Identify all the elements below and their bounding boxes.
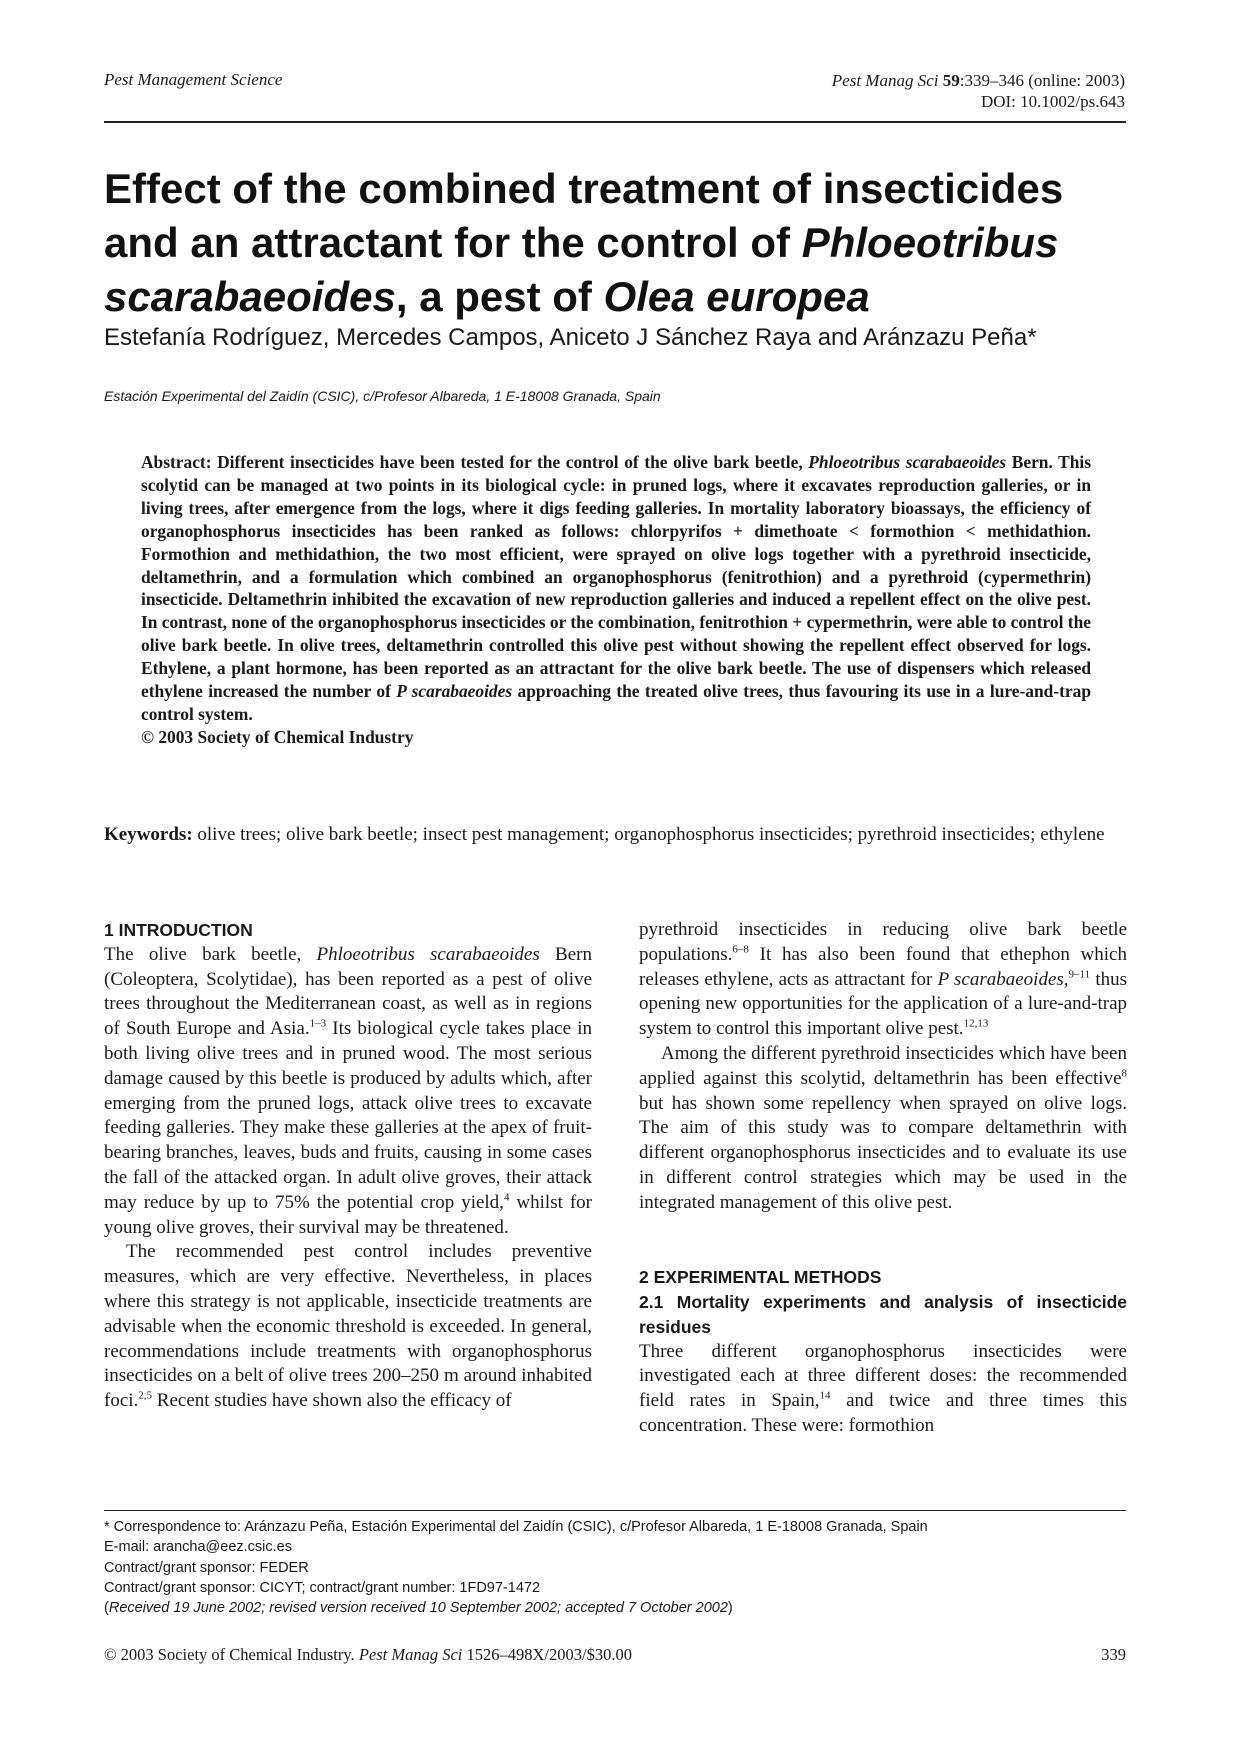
author-list: Estefanía Rodríguez, Mercedes Campos, Aniceto J Sánchez Raya and Aránzazu Peña* bbox=[104, 324, 1037, 351]
article-title: Effect of the combined treatment of insecticides and an attractant for the control of Phloeotribus scarabaeoides, a pest of Olea europea bbox=[104, 165, 1064, 320]
footnote-correspondence: * Correspondence to: Aránzazu Peña, Estación Experimental del Zaidín (CSIC), c/Profesor Albareda, 1 E-18008 Granada, Spain bbox=[104, 1519, 928, 1535]
doi[interactable]: DOI: 10.1002/ps.643 bbox=[980, 92, 1125, 111]
page-footer bbox=[104, 1645, 1126, 1665]
citation-ref[interactable]: 8 bbox=[1121, 1067, 1127, 1080]
paragraph: pyrethroid insecticides in reducing olive bark beetle populations.$^{6-8}$ It has also been found that ethephon which releases ethylene, acts as attractant for P scarabaeoides,$^{9-11}$ thus opening new opportunities for the application of a lure-and-trap system to control this important olive pest.$^{12,13}$ bbox=[639, 919, 1127, 1040]
running-header-journal: Pest Management Science bbox=[104, 70, 283, 89]
footnote-email[interactable]: E-mail: arancha@eez.csic.es bbox=[104, 1539, 292, 1556]
citation-ref[interactable]: 12,13 bbox=[963, 1017, 989, 1030]
running-header-citation bbox=[832, 70, 1125, 112]
abstract-copyright: © 2003 Society of Chemical Industry bbox=[141, 726, 414, 747]
footnote-rule bbox=[104, 1510, 1126, 1511]
citation-ref[interactable]: 2,5 bbox=[138, 1389, 153, 1402]
footnote-sponsor: Contract/grant sponsor: FEDER bbox=[104, 1559, 309, 1576]
section-heading-methods: 2 EXPERIMENTAL METHODS bbox=[639, 1267, 882, 1288]
citation-ref[interactable]: 4 bbox=[503, 1191, 510, 1204]
footer-copyright: © 2003 Society of Chemical Industry. Pest Manag Sci 1526–498X/2003/$30.00 bbox=[104, 1645, 632, 1664]
citation-ref[interactable]: 1–3 bbox=[309, 1017, 327, 1030]
body-column-left bbox=[104, 918, 592, 1414]
keywords-label: Keywords: bbox=[104, 824, 193, 845]
keywords: Keywords: olive trees; olive bark beetle; insect pest management; organophosphorus insecticides; pyrethroid insecticides; ethylene bbox=[104, 824, 1105, 845]
footnote-sponsor: Contract/grant sponsor: CICYT; contract/grant number: 1FD97-1472 bbox=[104, 1579, 541, 1596]
affiliation: Estación Experimental del Zaidín (CSIC), c/Profesor Albareda, 1 E-18008 Granada, Spain bbox=[104, 388, 661, 404]
body-column-right bbox=[639, 918, 1127, 1439]
subsection-heading: 2.1 Mortality experiments and analysis of insecticide residues bbox=[639, 1291, 1127, 1337]
paragraph: Three different organophosphorus insecticides were investigated each at three different doses: the recommended field rates in Spain,$^{14}$ and twice and three times this concentration. These were: formothion bbox=[639, 1340, 1127, 1436]
citation-ref[interactable]: 14 bbox=[819, 1389, 831, 1402]
abstract: Abstract: Different insecticides have been tested for the control of the olive bark beetle, Phloeotribus scarabaeoides Bern. This scolytid can be managed at two points in its biological cycle: in pruned logs, where it excavates reproduction galleries, or in living trees, after emergence from the logs, where it digs feeding galleries. In mortality laboratory bioassays, the efficiency of organophosphorus insecticides has been ranked as follows: chlorpyrifos + dimethoate < formothion < methidathion. Formothion and methidathion, the two most efficient, were sprayed on olive logs together with a pyrethroid insecticide, deltamethrin, and a formulation which combined an organophosphorus (fenitrothion) and a pyrethroid (cypermethrin) insecticide. Deltamethrin inhibited the excavation of new reproduction galleries and induced a repellent effect on the olive pest. In contrast, none of the organophosphorus insecticides or the combination, fenitrothion + cypermethrin, were able to control the olive bark beetle. In olive trees, deltamethrin controlled this olive pest without showing the repellent effect observed for logs. Ethylene, a plant hormone, has been reported as an attractant for the olive bark beetle. The use of dispensers which released ethylene increased the number of P scarabaeoides approaching the treated olive trees, thus favouring its use in a lure-and-trap control system. © 2003 Society of Chemical Industry bbox=[141, 452, 1091, 747]
paragraph: The olive bark beetle, Phloeotribus scarabaeoides Bern (Coleoptera, Scolytidae), has been reported as a pest of olive trees throughout the Mediterranean coast, as well as in regions of South Europe and Asia.$^{1-3}$ Its biological cycle takes place in both living olive trees and in pruned wood. The most serious damage caused by this beetle is produced by adults which, after emerging from the pruned logs, attack olive trees to excavate feeding galleries. They make these galleries at the apex of fruit-bearing branches, leaves, buds and fruits, causing in some cases the fall of the attacked organ. In adult olive groves, their attack may reduce by up to 75% the potential crop yield,$^4$ whilst for young olive groves, their survival may be threatened. bbox=[104, 943, 592, 1238]
footnote-received: (Received 19 June 2002; revised version received 10 September 2002; accepted 7 October 2002) bbox=[104, 1600, 733, 1617]
citation-pages: :339–346 (online: 2003) bbox=[959, 71, 1125, 90]
section-heading-introduction: 1 INTRODUCTION bbox=[104, 920, 253, 940]
page-number: 339 bbox=[1101, 1645, 1126, 1664]
paragraph: The recommended pest control includes preventive measures, which are very effective. Nevertheless, in places where this strategy is not applicable, insecticide treatments are advisable when the economic threshold is exceeded. In general, recommendations include treatments with organophosphorus insecticides on a belt of olive trees 200–250 m around inhabited foci.$^{2,5}$ Recent studies have shown also the efficacy of bbox=[104, 1241, 592, 1412]
footnotes bbox=[104, 1517, 928, 1618]
citation-journal: Pest Manag Sci bbox=[831, 71, 939, 90]
paragraph: Among the different pyrethroid insecticides which have been applied against this scolytid, deltamethrin has been effective$^8$ but has shown some repellency when sprayed on olive logs. The aim of this study was to compare deltamethrin with different organophosphorus insecticides and to evaluate its use in different control strategies which may be used in the integrated management of this olive pest. bbox=[639, 1042, 1127, 1213]
citation-ref[interactable]: 6–8 bbox=[732, 943, 749, 956]
citation-volume: 59 bbox=[942, 71, 960, 90]
header-rule bbox=[104, 121, 1126, 123]
citation-ref[interactable]: 9–11 bbox=[1068, 968, 1091, 981]
abstract-label: Abstract: bbox=[141, 452, 212, 472]
